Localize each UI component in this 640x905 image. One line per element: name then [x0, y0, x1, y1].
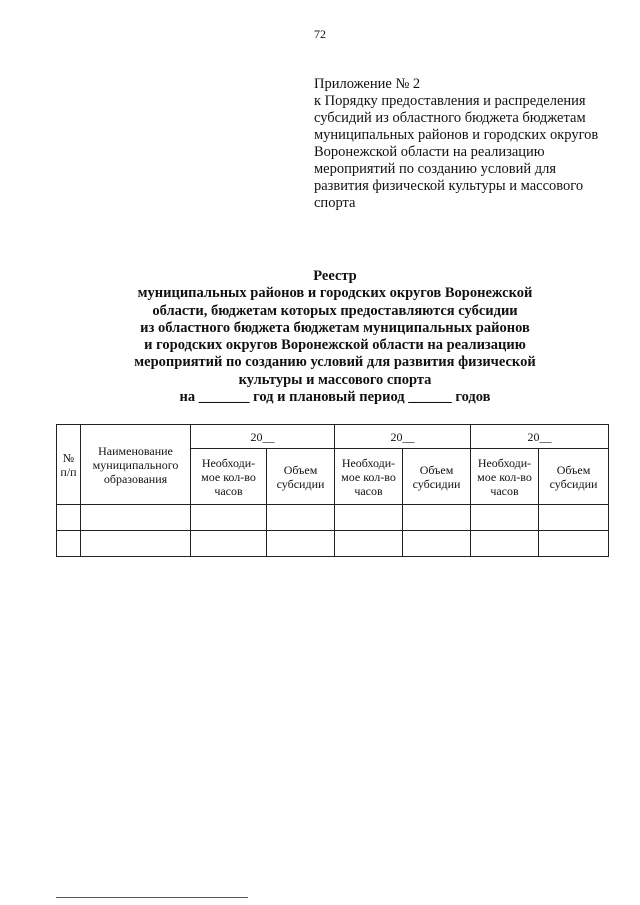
title-line: мероприятий по созданию условий для развития физической [134, 354, 536, 371]
appendix-block [314, 76, 614, 212]
table-cell [191, 505, 267, 531]
header-year: 20__ [471, 425, 609, 449]
table-cell [267, 505, 335, 531]
title-line: области, бюджетам которых предоставляются субсидии [152, 302, 518, 319]
appendix-line: муниципальных районов и городских округов [314, 127, 599, 143]
title-line: на _______ год и плановый период ______ годов [179, 389, 491, 406]
header-municipality: Наименование муниципального образования [81, 425, 191, 505]
table-cell [57, 531, 81, 557]
table-cell [403, 505, 471, 531]
header-volume: Объем субсидии [403, 449, 471, 505]
title-line: из областного бюджета бюджетам муниципальных районов [140, 319, 530, 336]
appendix-line: к Порядку предоставления и распределения [314, 93, 586, 109]
appendix-line: спорта [314, 195, 356, 211]
appendix-line: развития физической культуры и массового [314, 178, 584, 194]
header-hours: Необходи-мое кол-во часов [191, 449, 267, 505]
document-title [60, 268, 610, 406]
appendix-line: субсидий из областного бюджета бюджетам [314, 110, 586, 126]
header-hours: Необходи-мое кол-во часов [471, 449, 539, 505]
appendix-line: мероприятий по созданию условий для [314, 161, 557, 177]
title-line: Реестр [313, 268, 357, 284]
footnote-divider [56, 897, 248, 898]
table-cell [403, 531, 471, 557]
page-number: 72 [314, 27, 326, 41]
title-line: и городских округов Воронежской области на реализацию [144, 337, 526, 354]
table-cell [81, 505, 191, 531]
table-cell [81, 531, 191, 557]
table-cell [267, 531, 335, 557]
table-row [57, 531, 609, 557]
header-volume: Объем субсидии [539, 449, 609, 505]
header-year: 20__ [335, 425, 471, 449]
table-cell [471, 505, 539, 531]
appendix-line: Приложение № 2 [314, 76, 421, 92]
registry-table [56, 424, 609, 557]
table-cell [539, 505, 609, 531]
header-year: 20__ [191, 425, 335, 449]
table-cell [539, 531, 609, 557]
appendix-line: Воронежской области на реализацию [314, 144, 545, 160]
header-hours: Необходи-мое кол-во часов [335, 449, 403, 505]
table-cell [191, 531, 267, 557]
table-cell [335, 531, 403, 557]
table-cell [57, 505, 81, 531]
title-line: муниципальных районов и городских округов Воронежской [137, 285, 533, 302]
header-volume: Объем субсидии [267, 449, 335, 505]
title-line: культуры и массового спорта [238, 371, 432, 388]
header-number: № п/п [57, 425, 81, 505]
table-row [57, 505, 609, 531]
table-cell [471, 531, 539, 557]
table-cell [335, 505, 403, 531]
